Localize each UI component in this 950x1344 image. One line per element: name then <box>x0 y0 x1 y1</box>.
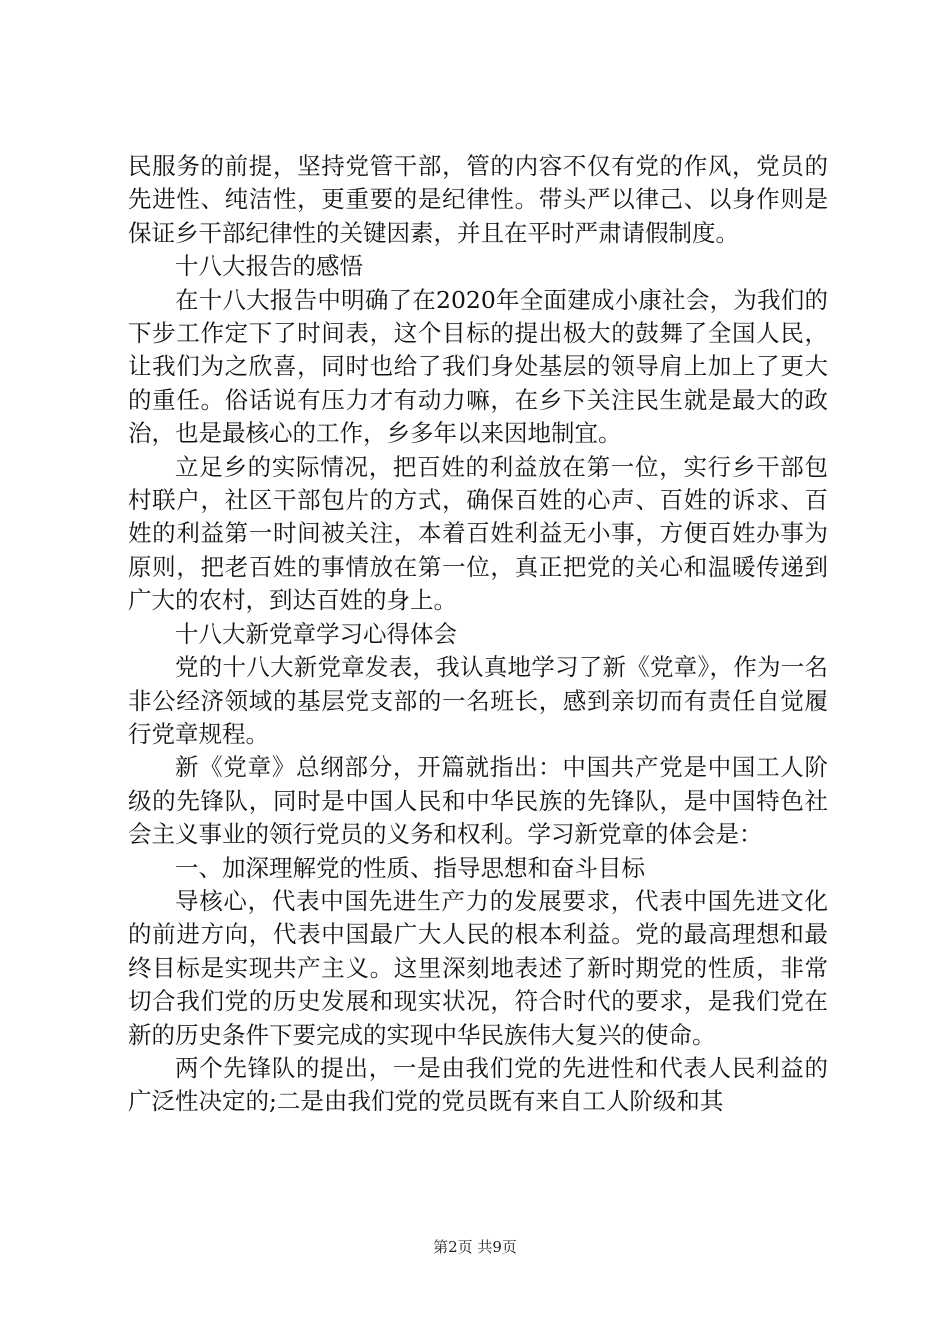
section-heading-party-constitution: 十八大新党章学习心得体会 <box>175 619 457 648</box>
paragraph-10: 两个先锋队的提出，一是由我们党的先进性和代表人民利益的广泛性决定的;二是由我们党的党员既有来自工人阶级和其 <box>128 1053 828 1116</box>
paragraph-3: 在十八大报告中明确了在2020年全面建成小康社会，为我们的下步工作定下了时间表，这个目标的提出极大的鼓舞了全国人民，让我们为之欣喜，同时也给了我们身处基层的领导肩上加上了更大的重任。俗话说有压力才有动力嘛，在乡下关注民生就是最大的政治，也是最核心的工作，乡多年以来因地制宜。 <box>128 285 828 448</box>
section-heading-report-reflection: 十八大报告的感悟 <box>175 252 363 281</box>
subheading-party-nature: 一、加深理解党的性质、指导思想和奋斗目标 <box>175 853 645 882</box>
paragraph-6: 党的十八大新党章发表，我认真地学习了新《党章》，作为一名非公经济领域的基层党支部的一名班长，感到亲切而有责任自觉履行党章规程。 <box>128 653 828 748</box>
paragraph-7: 新《党章》总纲部分，开篇就指出：中国共产党是中国工人阶级的先锋队，同时是中国人民和中华民族的先锋队，是中国特色社会主义事业的领行党员的义务和权利。学习新党章的体会是： <box>128 753 828 849</box>
document-body <box>128 150 828 1119</box>
paragraph-4: 立足乡的实际情况，把百姓的利益放在第一位，实行乡干部包村联户，社区干部包片的方式，确保百姓的心声、百姓的诉求、百姓的利益第一时间被关注，本着百姓利益无小事，方便百姓办事为原则，把老百姓的事情放在第一位，真正把党的关心和温暖传递到广大的农村，到达百姓的身上。 <box>128 452 828 615</box>
paragraph-1: 民服务的前提，坚持党管干部，管的内容不仅有党的作风，党员的先进性、纯洁性，更重要的是纪律性。带头严以律己、以身作则是保证乡干部纪律性的关键因素，并且在平时严肃请假制度。 <box>128 152 828 247</box>
paragraph-9: 导核心，代表中国先进生产力的发展要求，代表中国先进文化的前进方向，代表中国最广大人民的根本利益。党的最高理想和最终目标是实现共产主义。这里深刻地表述了新时期党的性质，非常切合我们党的历史发展和现实状况，符合时代的要求，是我们党在新的历史条件下要完成的实现中华民族伟大复兴的使命。 <box>128 886 828 1049</box>
page-number-footer: 第2页 共9页 <box>433 1238 517 1256</box>
